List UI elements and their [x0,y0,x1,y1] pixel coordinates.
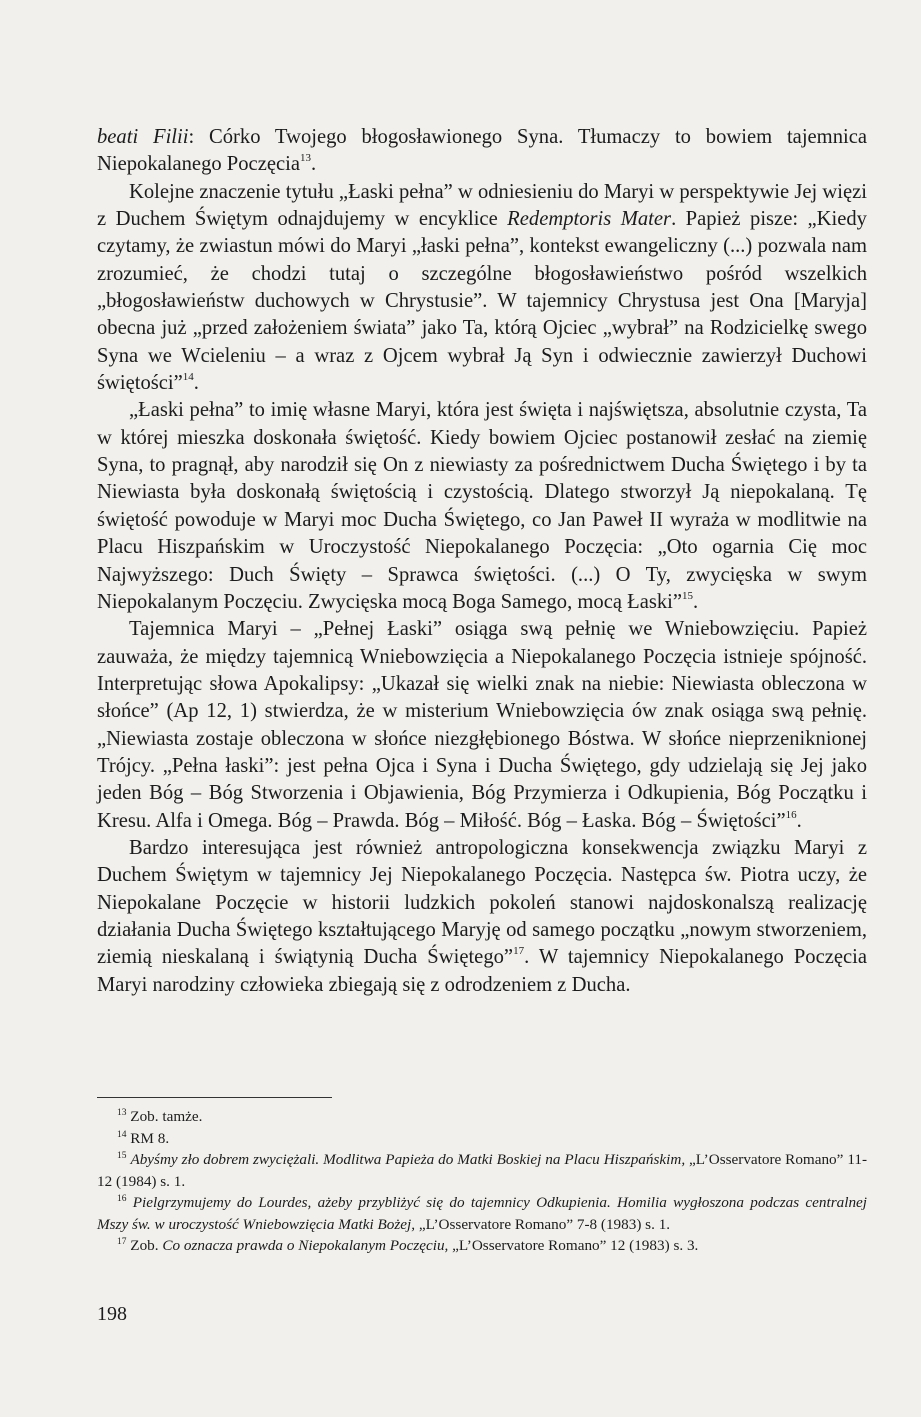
paragraph-text: . W tajemnicy Niepokalanego Poczęcia Maryi narodziny człowieka zbiegają się z odrodzeniem z Ducha. [97,946,868,996]
paragraph-text: „Łaski pełna” to imię własne Maryi, która jest święta i najświętsza, absolutnie czysta, Ta w której mieszka doskonała świętość. Kiedy bowiem Ojciec postanowił zesłać na ziemię Syna, to pragnął, aby narodził się On z niewiasty za pośrednictwem Ducha Świętego i by ta Niewiasta była doskonałą świętością i czystością. Dlatego stworzył Ją niepokalaną. Tę świętość powoduje w Maryi moc Ducha Świętego, co Jan Paweł II wyraża w modlitwie na Placu Hiszpańskim w Uroczystość Niepokalanego Poczęcia: „Oto ogarnia Cię moc Najwyższego: Duch Święty – Sprawca świętości. (...) O Ty, zwycięska w swym Niepokalanym Poczęciu. Zwycięska mocą Boga Samego, mocą Łaski” [97,399,867,613]
paragraph-text: . [693,590,699,613]
footnote-text: Zob. tamże. [130,1108,203,1125]
footnote-15 [97,1149,867,1192]
paragraph-text: Kolejne znaczenie tytułu „Łaski pełna” w odniesieniu do Maryi w perspektywie Jej więzi z Duchem Świętym odnajdujemy w encyklice [97,180,867,231]
paragraph-text: . [796,809,802,832]
paragraph-4 [97,616,867,835]
footnote-ref-13: 13 [299,152,311,165]
main-text [97,124,867,999]
footnote-ref-14: 14 [182,371,194,384]
paragraph-text: : Córko Twojego błogosławionego Syna. Tłumaczy to bowiem tajemnica Niepokalanego Poczęcia [97,126,868,176]
footnote-title: Co oznacza prawda o Niepokalanym Poczęciu, [162,1237,449,1254]
footnote-text: „L’Osservatore Romano” 12 (1983) s. 3. [448,1237,699,1254]
footnotes [97,1106,867,1257]
paragraph-text: . Papież pisze: „Kiedy czytamy, że zwiastun mówi do Maryi „łaski pełna”, kontekst ewangeliczny (...) pozwala nam zrozumieć, że chodzi tutaj o szczególne błogosławieństwo pośród wszelkich „błogosławieństw duchowych w Chrystusie”. W tajemnicy Chrystusa jest Ona [Maryja] obecna już „przed założeniem świata” jako Ta, którą Ojciec „wybrał” na Rodzicielkę swego Syna we Wcieleniu – a wraz z Ojcem wybrał Ją Syn i odwiecznie zawierzył Duchowi świętości” [97,208,867,395]
paragraph-text: Bardzo interesująca jest również antropologiczna konsekwencja związku Maryi z Duchem Świętym w tajemnicy Jej Niepokalanego Poczęcia. Następca św. Piotra uczy, że Niepokalane Poczęcie w historii ludzkich pokoleń stanowi najdoskonalszą realizację działania Ducha Świętego kształtującego Maryję od samego początku „nowym stworzeniem, ziemią nieskalaną i świątynią Ducha Świętego” [97,836,867,969]
paragraph-1 [97,124,867,179]
footnote-number: 14 [117,1129,127,1140]
footnote-13 [97,1106,867,1128]
page-body [97,124,867,999]
paragraph-5 [97,835,867,999]
footnote-text: „L’Osservatore Romano” 7-8 (1983) s. 1. [415,1215,671,1233]
footnote-number: 15 [117,1151,127,1161]
footnote-title: Abyśmy zło dobrem zwyciężali. Modlitwa Papieża do Matki Boskiej na Placu Hiszpańskim, [130,1151,686,1168]
footnote-text: „L’Osservatore Romano” 11-12 (1984) s. 1. [97,1151,867,1190]
footnote-number: 13 [117,1108,127,1118]
paragraph-3 [97,397,867,616]
footnote-text: RM 8. [130,1129,170,1147]
page-number: 198 [97,1303,127,1325]
paragraph-text: . [193,372,199,395]
paragraph-text: Tajemnica Maryi – „Pełnej Łaski” osiąga swą pełnię we Wniebowzięciu. Papież zauważa, że między tajemnicą Wniebowzięcia a Niepokalanego Poczęcia istnieje spójność. Interpretując słowa Apokalipsy: „Ukazał się wielki znak na niebie: Niewiasta obleczona w słońce” (Ap 12, 1) stwierdza, że w misterium Wniebowzięcia ów znak osiąga swą pełnię. „Niewiasta zostaje obleczona w słońce niezgłębionego Bóstwa. W słońce nieprzeniknionej Trójcy. „Pełna łaski”: jest pełna Ojca i Syna i Ducha Świętego, gdy udzielają się Jej jako jeden Bóg – Bóg Stworzenia i Objawienia, Bóg Przymierza i Odkupienia, Bóg Początku i Kresu. Alfa i Omega. Bóg – Prawda. Bóg – Miłość. Bóg – Łaska. Bóg – Świętości” [97,618,867,832]
footnote-ref-15: 15 [682,589,694,602]
footnote-ref-16: 16 [785,808,797,821]
footnote-14 [97,1128,867,1150]
italic-phrase: Redemptoris Mater [507,208,672,231]
footnote-16 [97,1192,867,1235]
footnote-number: 17 [117,1237,127,1247]
footnote-ref-17: 17 [513,945,525,958]
footnote-17 [97,1235,867,1257]
footnote-title: Pielgrzymujemy do Lourdes, ażeby przybliżyć się do tajemnicy Odkupienia. Homilia wygłoszona podczas centralnej Mszy św. w uroczystość Wniebowzięcia Matki Bożej, [97,1194,868,1233]
paragraph-2 [97,179,867,398]
footnote-number: 16 [117,1194,127,1204]
paragraph-text: . [310,153,317,176]
italic-phrase: beati Filii [97,126,189,148]
footnote-separator [97,1097,332,1098]
footnote-text: Zob. [130,1237,163,1254]
